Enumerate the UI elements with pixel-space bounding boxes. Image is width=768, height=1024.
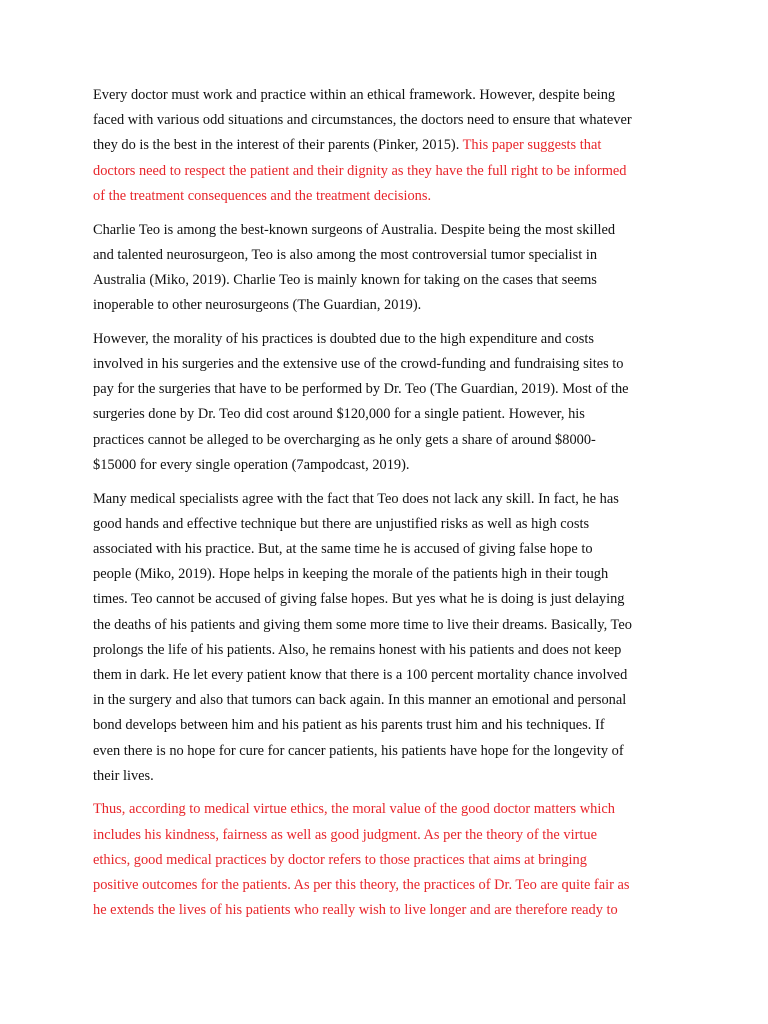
text-line: in the surgery and also that tumors can back again. In this manner an emotional and personal: [93, 692, 627, 709]
highlighted-text: This paper suggests that: [462, 137, 602, 154]
text-line: faced with various odd situations and circumstances, the doctors need to ensure that whatever: [93, 112, 632, 129]
text-line: Many medical specialists agree with the fact that Teo does not lack any skill. In fact, he has: [93, 490, 619, 507]
text-line: bond develops between him and his patient as his parents trust him and his techniques. If: [93, 717, 605, 734]
text-line: practices cannot be alleged to be overcharging as he only gets a share of around $8000-: [93, 431, 596, 448]
text-line: even there is no hope for cure for cancer patients, his patients have hope for the longevity of: [93, 742, 624, 759]
text-line: times. Teo cannot be accused of giving false hopes. But yes what he is doing is just delaying: [93, 591, 625, 608]
text-line: surgeries done by Dr. Teo did cost around $120,000 for a single patient. However, his: [93, 406, 585, 423]
highlighted-text-line: positive outcomes for the patients. As per this theory, the practices of Dr. Teo are quite fair as: [93, 877, 630, 894]
highlighted-text-line: includes his kindness, fairness as well as good judgment. As per the theory of the virtue: [93, 826, 597, 843]
text-line: prolongs the life of his patients. Also, he remains honest with his patients and does not keep: [93, 641, 622, 658]
text-line: However, the morality of his practices is doubted due to the high expenditure and costs: [93, 330, 594, 347]
paragraph-2: [93, 218, 678, 319]
paragraph-3: [93, 327, 678, 478]
text-line: and talented neurosurgeon, Teo is also among the most controversial tumor specialist in: [93, 246, 598, 263]
highlighted-text-line: doctors need to respect the patient and their dignity as they have the full right to be informed: [93, 162, 627, 179]
highlighted-text-line: ethics, good medical practices by doctor refers to those practices that aims at bringing: [93, 851, 587, 868]
text-line: good hands and effective technique but there are unjustified risks as well as high costs: [93, 515, 590, 532]
text-line: Charlie Teo is among the best-known surgeons of Australia. Despite being the most skilled: [93, 221, 616, 238]
highlighted-text-line: Thus, according to medical virtue ethics, the moral value of the good doctor matters which: [93, 801, 615, 818]
paragraph-5: [93, 797, 678, 923]
text-line: Australia (Miko, 2019). Charlie Teo is mainly known for taking on the cases that seems: [93, 271, 597, 288]
text-line: they do is the best in the interest of their parents (Pinker, 2015). This paper suggests that: [93, 137, 602, 154]
text-line: their lives.: [93, 767, 154, 784]
text-line: involved in his surgeries and the extensive use of the crowd-funding and fundraising sites to: [93, 356, 624, 373]
text-line: the deaths of his patients and giving them some more time to live their dreams. Basically, Teo: [93, 616, 632, 633]
document-body: [93, 83, 678, 932]
text-line: pay for the surgeries that have to be performed by Dr. Teo (The Guardian, 2019). Most of the: [93, 381, 629, 398]
text-line: Every doctor must work and practice within an ethical framework. However, despite being: [93, 87, 616, 103]
highlighted-text-line: of the treatment consequences and the treatment decisions.: [93, 187, 432, 204]
text-line: $15000 for every single operation (7ampodcast, 2019).: [93, 456, 410, 473]
paragraph-1: [93, 83, 678, 209]
paragraph-4: [93, 487, 678, 789]
text-line: them in dark. He let every patient know that there is a 100 percent mortality chance involved: [93, 666, 628, 683]
text-line: associated with his practice. But, at the same time he is accused of giving false hope to: [93, 540, 593, 557]
text-line: inoperable to other neurosurgeons (The Guardian, 2019).: [93, 297, 422, 314]
highlighted-text-line: he extends the lives of his patients who really wish to live longer and are therefore ready to: [93, 902, 618, 919]
text-line: people (Miko, 2019). Hope helps in keeping the morale of the patients high in their tough: [93, 566, 609, 583]
